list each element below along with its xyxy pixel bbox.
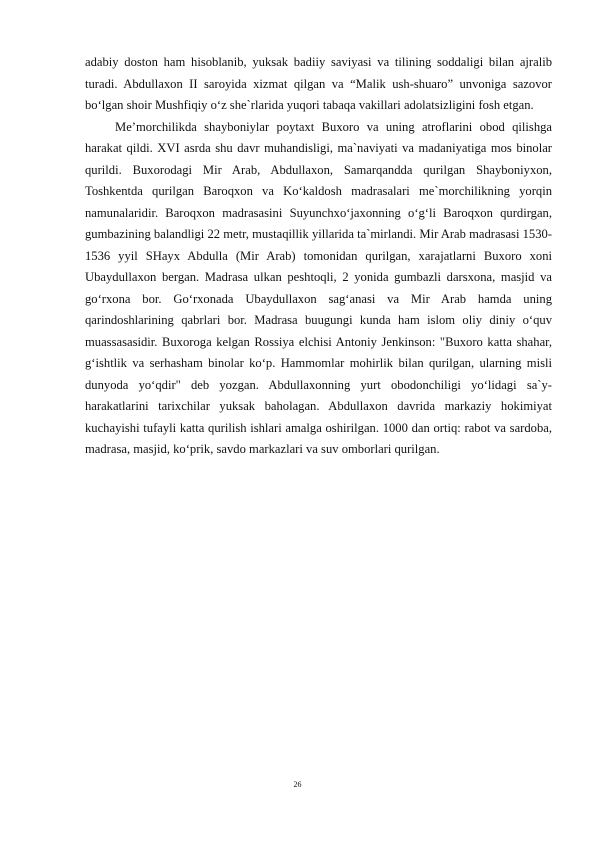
document-body	[85, 52, 552, 461]
paragraph-architecture: Me’morchilikda shayboniylar poytaxt Buxoro va uning atroflarini obod qilishga harakat qildi. XVI asrda shu davr muhandisligi, ma`naviyati va madaniyatiga mos binolar qurildi. Buxorodagi Mir Arab, Abdullaxon, Samarqandda qurilgan Shayboniyxon, Toshkentda qurilgan Baroqxon va Ko‘kaldosh madrasalari me`morchilikning yorqin namunalaridir. Baroqxon madrasasini Suyunchxo‘jaxonning o‘g‘li Baroqxon qurdirgan, gumbazining balandligi 22 metr, mustaqillik yillarida ta`mirlandi. Mir Arab madrasasi 1530-1536 yyil SHayx Abdulla (Mir Arab) tomonidan qurilgan, xarajatlarni Buxoro xoni Ubaydullaxon bergan. Madrasa ulkan peshtoqli, 2 yonida gumbazli darsxona, masjid va go‘rxona bor. Go‘rxonada Ubaydullaxon sag‘anasi va Mir Arab hamda uning qarindoshlarining qabrlari bor. Madrasa buugungi kunda ham islom oliy diniy o‘quv muassasasidir. Buxoroga kelgan Rossiya elchisi Antoniy Jenkinson: "Buxoro katta shahar, g‘ishtlik va serhasham binolar ko‘p. Hammomlar mohirlik bilan qurilgan, ularning misli dunyoda yo‘qdir" deb yozgan. Abdullaxonning yurt obodonchiligi yo‘lidagi sa`y-harakatlarini tarixchilar yuksak baholagan. Abdullaxon davrida markaziy hokimiyat kuchayishi tufayli katta qurilish ishlari amalga oshirilgan. 1000 dan ortiq: rabot va sardoba, madrasa, masjid, ko‘prik, savdo markazlari va suv omborlari qurilgan.	[85, 119, 552, 456]
page-number: 26	[293, 780, 302, 789]
paragraph-continuation: adabiy doston ham hisoblanib, yuksak badiiy saviyasi va tilining soddaligi bilan ajralib turadi. Abdullaxon II saroyida xizmat qilgan va “Malik ush-shuaro” unvoniga sazovor bo‘lgan shoir Mushfiqiy o‘z she`rlarida yuqori tabaqa vakillari adolatsizligini fosh etgan.	[85, 55, 552, 112]
